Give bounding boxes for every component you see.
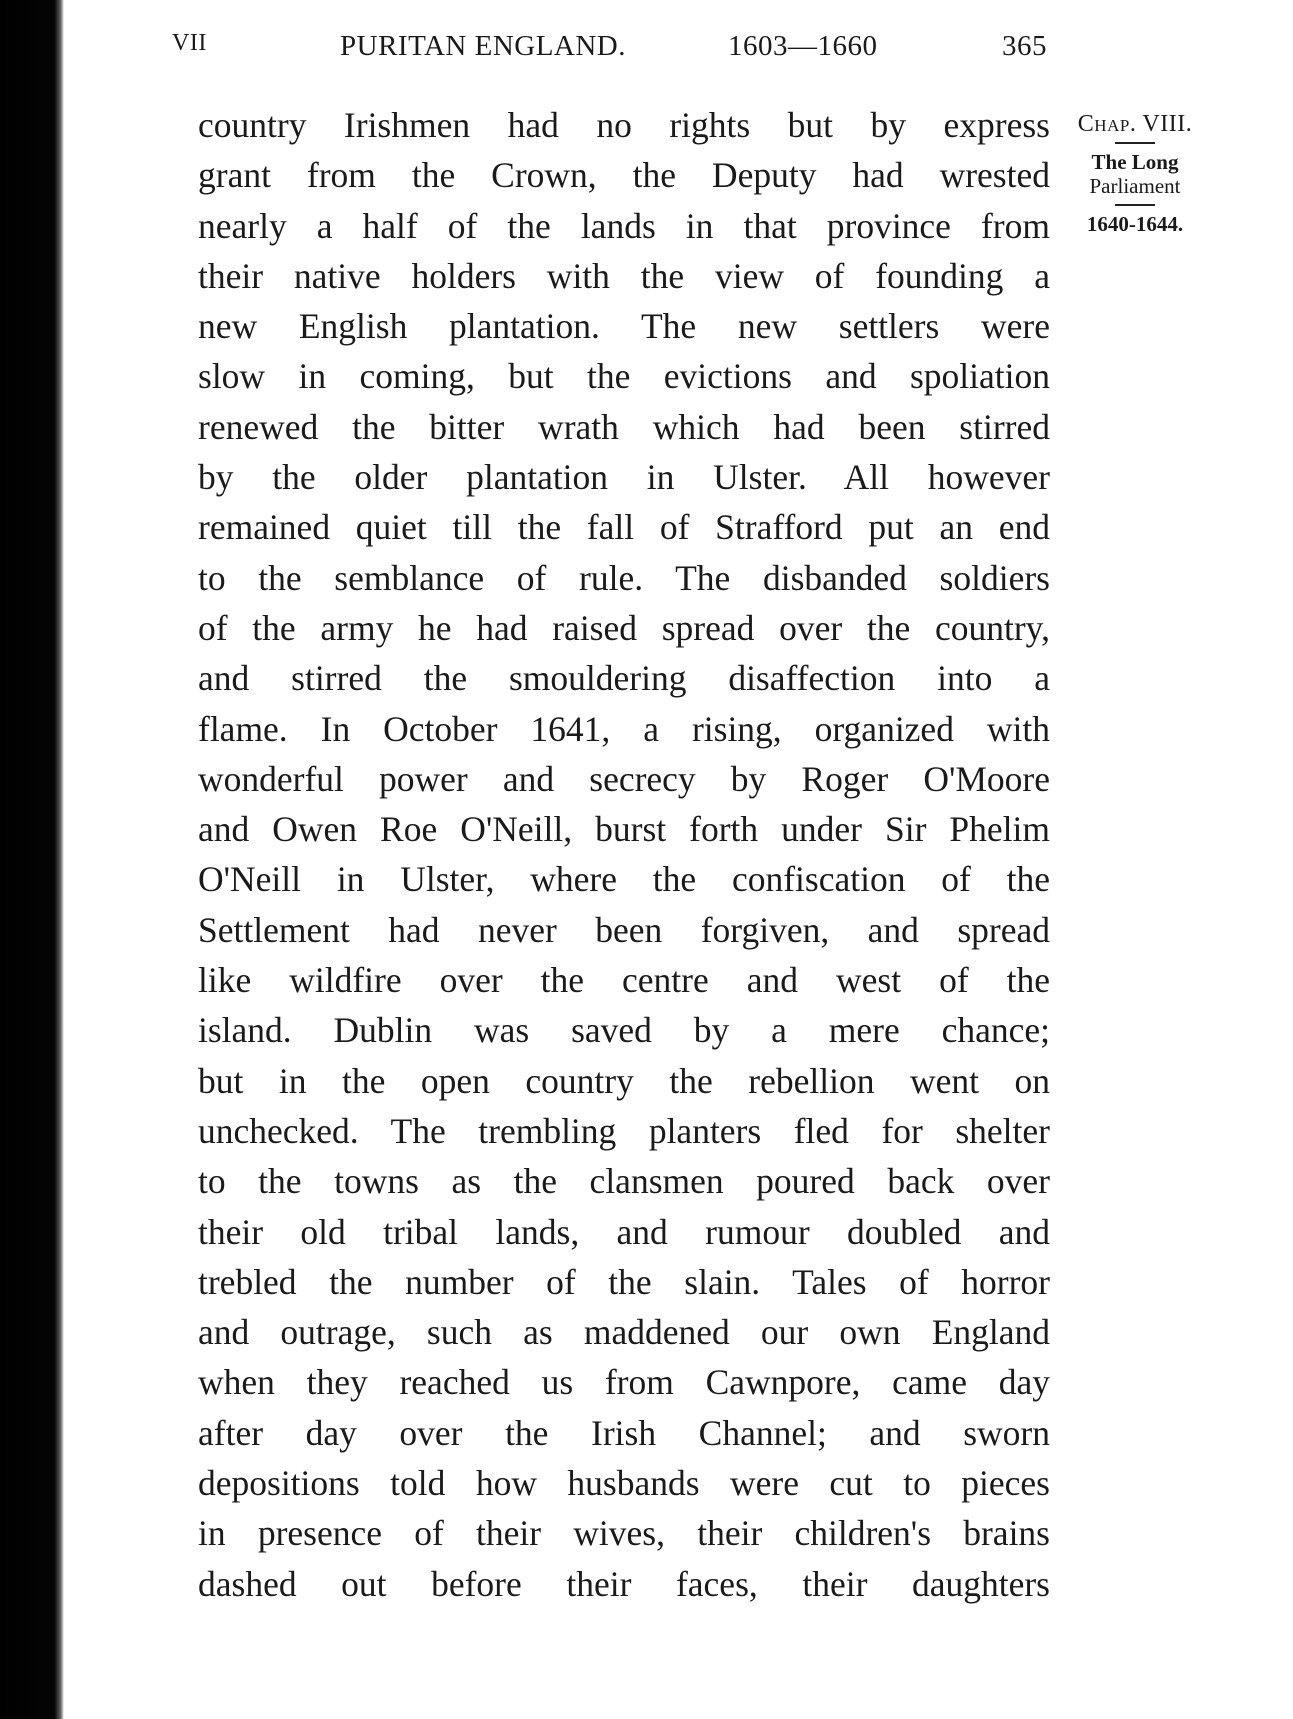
text-line: in presence of their wives, their children's brains [198, 1513, 1050, 1554]
text-line: of the army he had raised spread over the country, [198, 607, 1050, 648]
page-number: 365 [1002, 30, 1047, 62]
text-line: nearly a half of the lands in that province from [198, 205, 1050, 246]
text-line: to the semblance of rule. The disbanded soldiers [198, 557, 1050, 598]
chapter-roman: VII [172, 30, 207, 56]
running-title: PURITAN ENGLAND. [340, 30, 626, 62]
text-line: depositions told how husbands were cut to pieces [198, 1463, 1050, 1504]
text-line: O'Neill in Ulster, where the confiscation of the [198, 859, 1050, 900]
margin-rule [1115, 142, 1155, 144]
scan-binding-shadow [0, 0, 64, 1719]
margin-title-line1: The Long [1091, 150, 1179, 174]
text-line: remained quiet till the fall of Strafford put an end [198, 507, 1050, 548]
margin-chapter: Chap. VIII. [1077, 111, 1193, 137]
text-line: and stirred the smouldering disaffection into a [198, 658, 1050, 699]
body-text [198, 100, 1050, 1609]
text-line: new English plantation. The new settlers were [198, 306, 1050, 347]
text-line: after day over the Irish Channel; and sworn [198, 1412, 1050, 1453]
text-line: and Owen Roe O'Neill, burst forth under Sir Phelim [198, 809, 1050, 850]
text-line: wonderful power and secrecy by Roger O'Moore [198, 758, 1050, 799]
margin-years: 1640-1644. [1086, 212, 1184, 236]
text-line: country Irishmen had no rights but by express [198, 105, 1050, 145]
text-line: island. Dublin was saved by a mere chance; [198, 1010, 1050, 1051]
text-line: like wildfire over the centre and west of the [198, 960, 1050, 1001]
text-line: trebled the number of the slain. Tales of horror [198, 1261, 1050, 1302]
text-line: renewed the bitter wrath which had been stirred [198, 406, 1050, 447]
text-line: unchecked. The trembling planters fled for shelter [198, 1110, 1050, 1151]
text-line: slow in coming, but the evictions and spoliation [198, 356, 1050, 397]
text-line: grant from the Crown, the Deputy had wrested [198, 155, 1050, 196]
margin-title-line2: Parliament [1089, 174, 1181, 198]
margin-note [1055, 112, 1215, 236]
text-line: their old tribal lands, and rumour doubled and [198, 1211, 1050, 1252]
text-line: dashed out before their faces, their daughters [198, 1563, 1050, 1604]
text-line: to the towns as the clansmen poured back over [198, 1161, 1050, 1202]
text-line: flame. In October 1641, a rising, organized with [198, 708, 1050, 749]
text-line: but in the open country the rebellion went on [198, 1060, 1050, 1101]
text-line: their native holders with the view of founding a [198, 255, 1050, 296]
date-range: 1603—1660 [728, 30, 878, 62]
text-line: when they reached us from Cawnpore, came day [198, 1362, 1050, 1403]
text-line: Settlement had never been forgiven, and spread [198, 909, 1050, 950]
margin-rule [1115, 204, 1155, 206]
text-line: and outrage, such as maddened our own England [198, 1312, 1050, 1353]
text-line: by the older plantation in Ulster. All however [198, 457, 1050, 498]
